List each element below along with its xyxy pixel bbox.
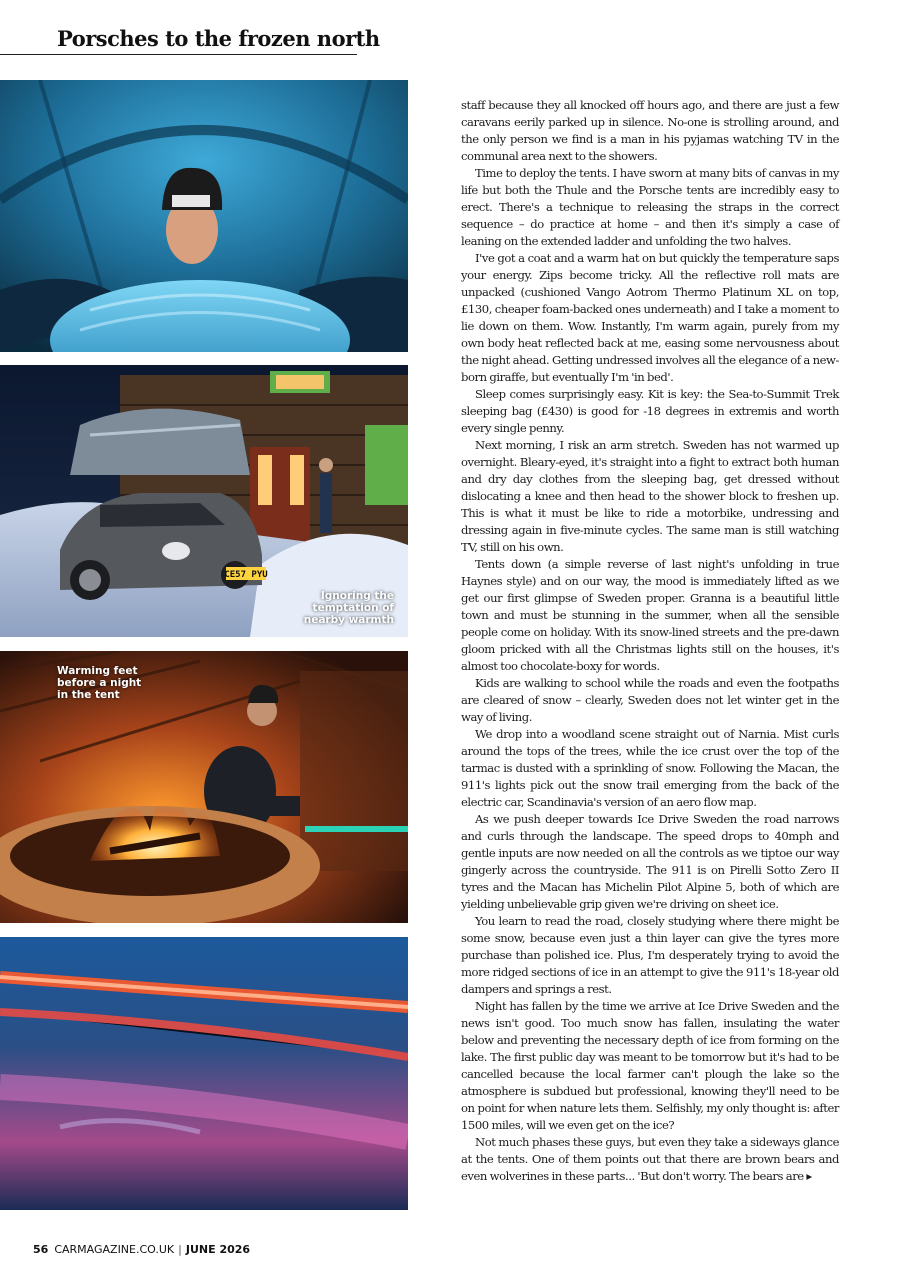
article-paragraph: As we push deeper towards Ice Drive Sweden the road narrows and curls through the landscape. The speed drops to 40mph and gentle inputs are now needed on all the controls as we tiptoe our way gingerly across the countryside. The 911 is on Pirelli Sotto Zero II tyres and the Macan has Michelin Pilot Alpine 5, both of which are yielding unbelievable grip given we're driving on sheet ice. (461, 812, 839, 911)
page-footer (33, 1243, 250, 1256)
photo-caption: Ignoring the temptation of nearby warmth (303, 590, 394, 626)
photo-tent (0, 80, 408, 352)
article-paragraph: Kids are walking to school while the roads and even the footpaths are cleared of snow – clearly, Sweden does not let winter get in the way of living. (461, 676, 839, 724)
page-title: Porsches to the frozen north (57, 26, 380, 51)
article-paragraph: Time to deploy the tents. I have sworn at many bits of canvas in my life but both the Thule and the Porsche tents are incredibly easy to erect. There's a technique to releasing the straps in the correct sequence – do practice at home – and then it's simply a case of leaning on the extended ladder and unfolding the two halves. (461, 166, 839, 248)
article-paragraph: You learn to read the road, closely studying where there might be some snow, because even just a thin layer can give the tyres more purchase than polished ice. Plus, I'm desperately trying to avoid the more ridged sections of ice in an attempt to give the 911's 18-year old dampers and springs a rest. (461, 914, 839, 996)
footer-site: CARMAGAZINE.CO.UK (54, 1243, 175, 1256)
photo-fire (0, 651, 408, 923)
article-body (461, 97, 839, 1185)
footer-separator: | (178, 1243, 182, 1256)
article-paragraph: Tents down (a simple reverse of last night's unfolding in true Haynes style) and on our way, the mood is immediately lifted as we get our first glimpse of Sweden proper. Granna is a beautiful little town and must be stunning in the summer, when all the sensible people come on holiday. With its snow-lined streets and the pre-dawn gloom pricked with all the Christmas lights still on the houses, it's almost too chocolate-boxy for words. (461, 557, 839, 673)
article-paragraph: Not much phases these guys, but even they take a sideways glance at the tents. One of them points out that there are brown bears and even wolverines in these parts... 'But don't worry. The bears are ▸ (461, 1135, 839, 1183)
article-paragraph: Sleep comes surprisingly easy. Kit is key: the Sea-to-Summit Trek sleeping bag (£430) is good for -18 degrees in extremis and worth every single penny. (461, 387, 839, 435)
photo-light (0, 937, 408, 1210)
photo-caption: Warming feet before a night in the tent (57, 665, 142, 701)
article-paragraph: Next morning, I risk an arm stretch. Sweden has not warmed up overnight. Bleary-eyed, it's straight into a fight to extract both human and dry day clothes from the sleeping bag, get dressed without dislocating a knee and then head to the shower block to freshen up. This is what it must be like to ride a motorbike, undressing and dressing again in five-minute cycles. The same man is still watching TV, still on his own. (461, 438, 839, 554)
footer-date: JUNE 2026 (185, 1243, 251, 1256)
article-paragraph: staff because they all knocked off hours ago, and there are just a few caravans eerily parked up in silence. No-one is strolling around, and the only person we find is a man in his pyjamas watching TV in the communal area next to the showers. (461, 98, 839, 163)
article-paragraph: I've got a coat and a warm hat on but quickly the temperature saps your energy. Zips become tricky. All the reflective roll mats are unpacked (cushioned Vango Aotrom Thermo Platinum XL on top, £130, cheaper foam-backed ones underneath) and I take a moment to lie down on them. Wow. Instantly, I'm warm again, purely from my own body heat reflected back at me, easing some nervousness about the night ahead. Getting undressed involves all the elegance of a new-born giraffe, but eventually I'm 'in bed'. (461, 251, 839, 384)
article-paragraph: Night has fallen by the time we arrive at Ice Drive Sweden and the news isn't good. Too much snow has fallen, insulating the water below and preventing the necessary depth of ice from forming on the lake. The first public day was meant to be tomorrow but it's had to be cancelled because the local farmer can't plough the lake so the atmosphere is subdued but professional, knowing they'll need to be on point for when nature lets them. Selfishly, my only thought is: after 1500 miles, will we even get on the ice? (461, 999, 839, 1132)
photo-cabin (0, 365, 408, 637)
article-paragraph: We drop into a woodland scene straight out of Narnia. Mist curls around the tops of the trees, while the ice crust over the top of the tarmac is dusted with a sprinkling of snow. Following the Macan, the 911's lights pick out the snow trail emerging from the back of the electric car, Scandinavia's version of an aero flow map. (461, 727, 839, 809)
header-rule (0, 54, 357, 55)
page-number: 56 (33, 1243, 49, 1256)
license-plate: CE57 PYU (224, 570, 268, 580)
